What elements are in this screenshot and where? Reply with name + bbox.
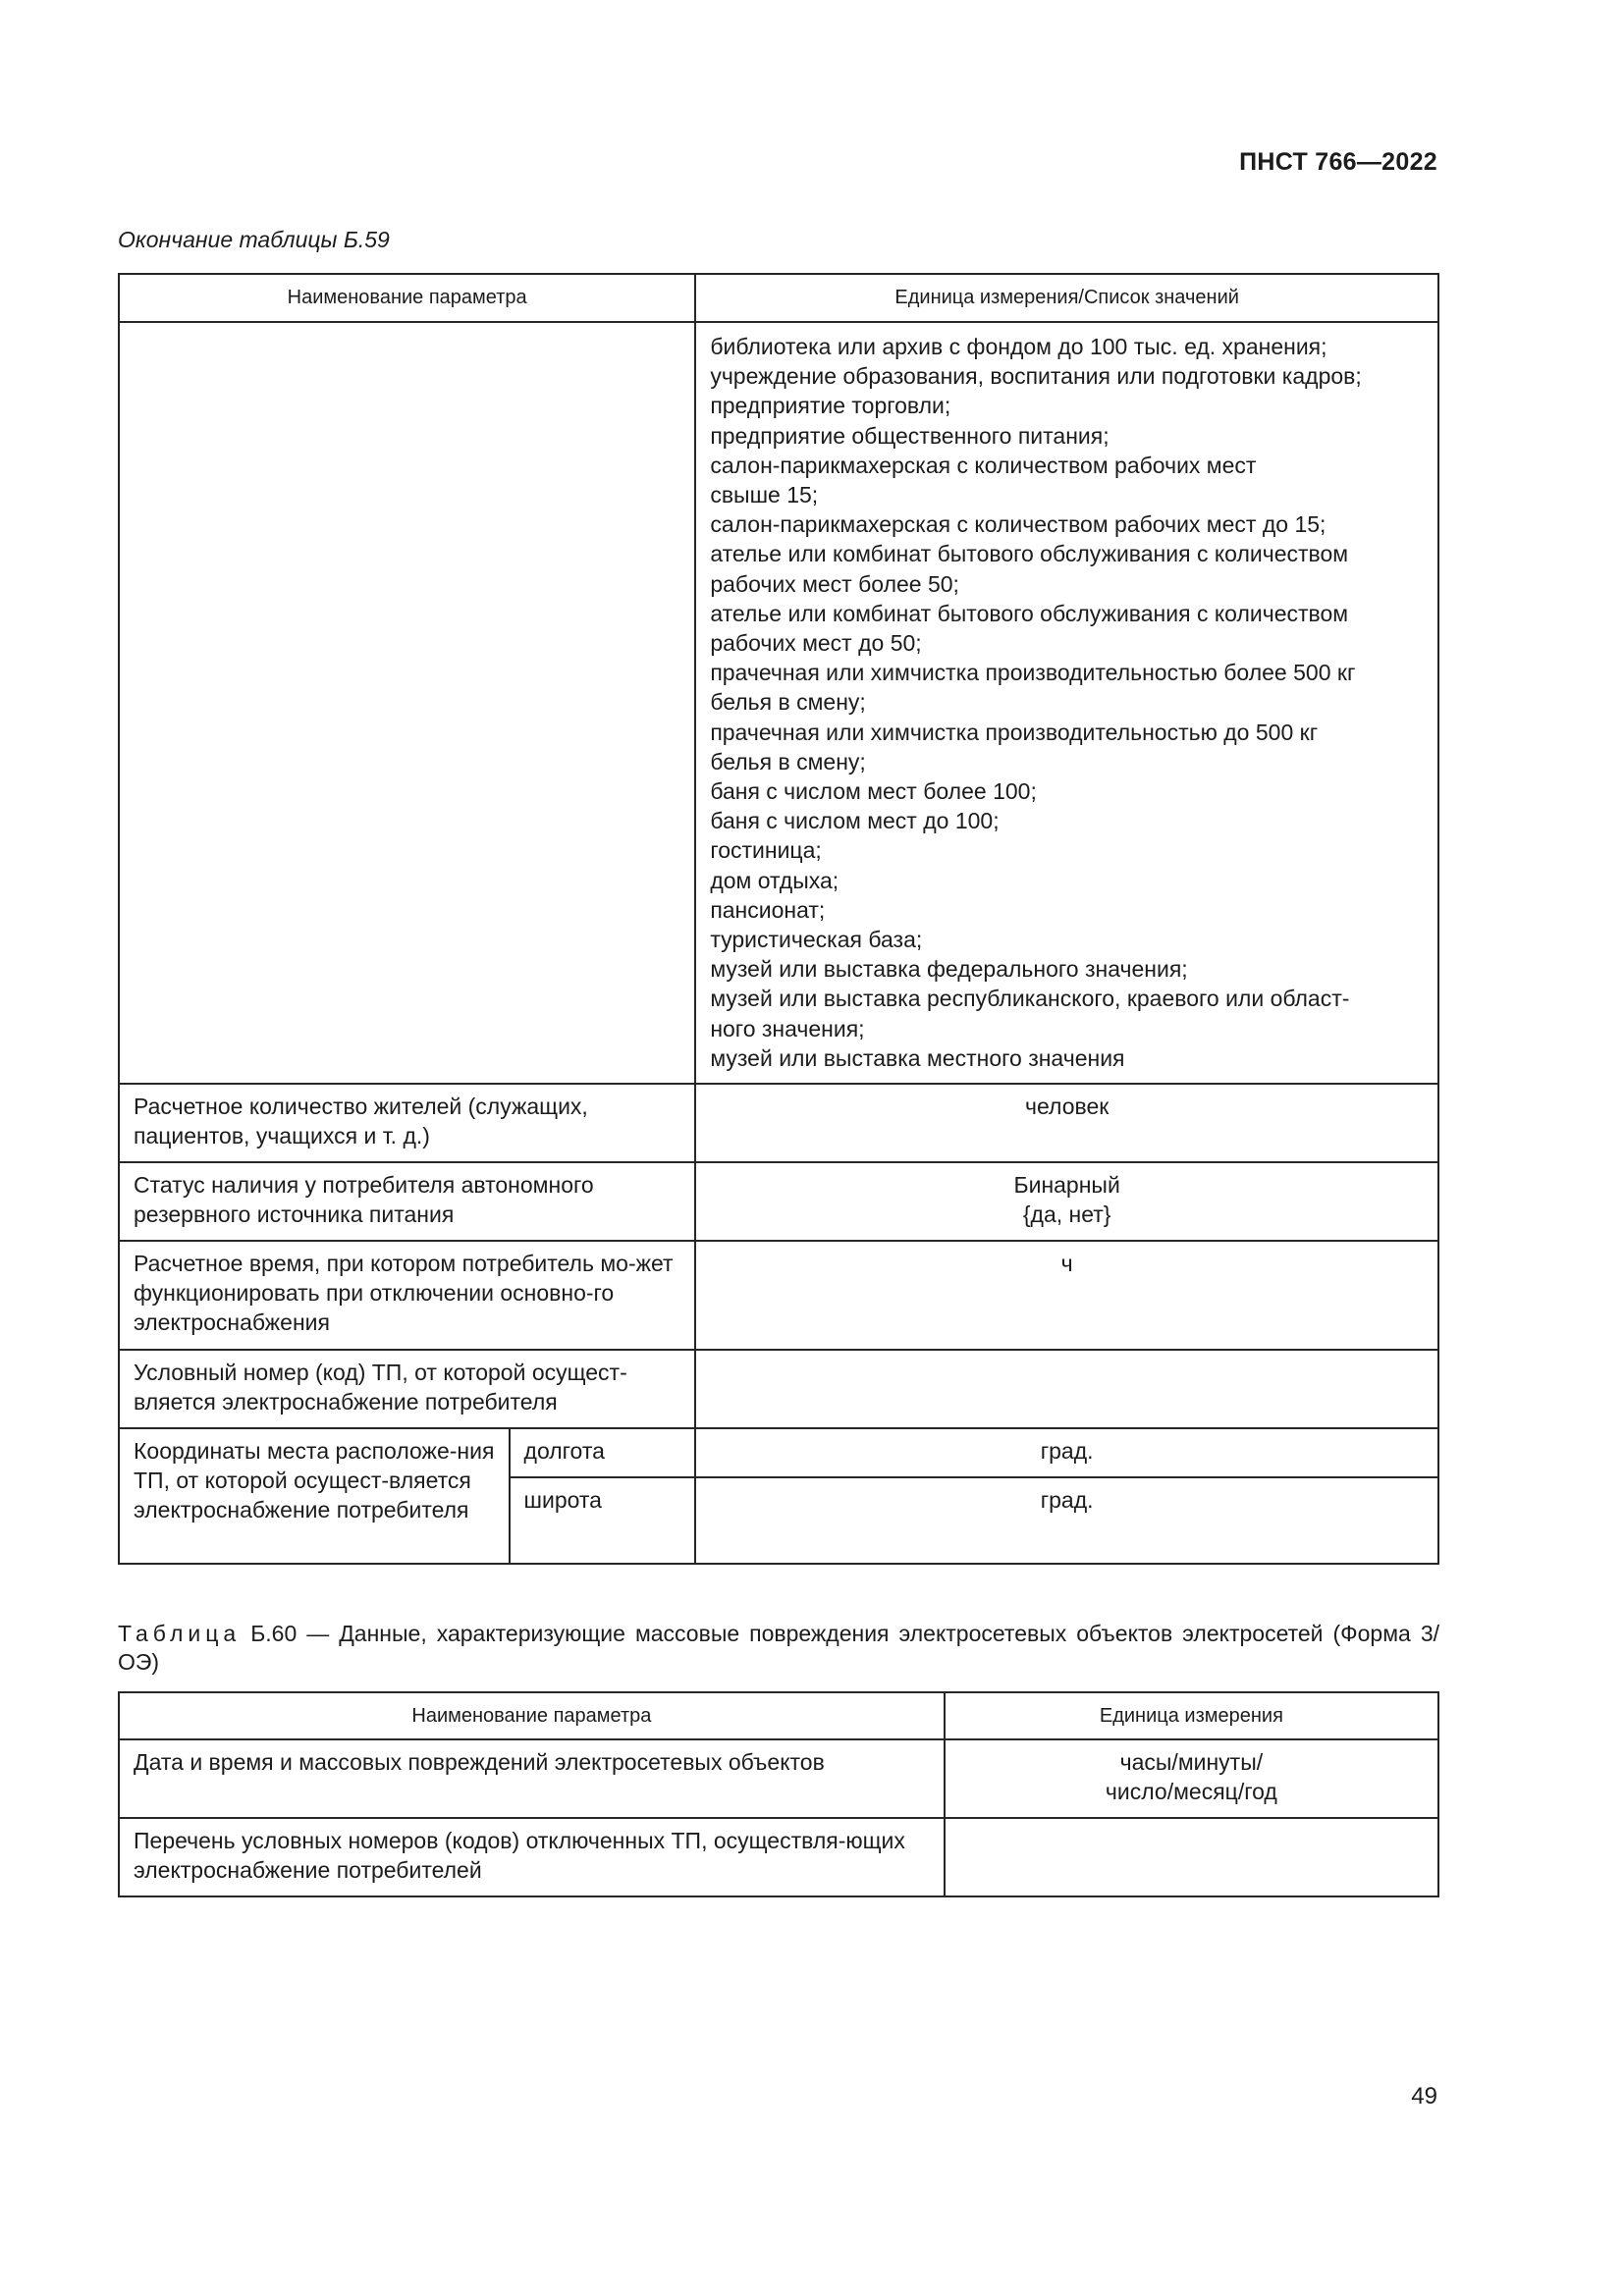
unit-cell bbox=[945, 1818, 1438, 1896]
list-item: баня с числом мест до 100; bbox=[710, 808, 1000, 834]
list-item: баня с числом мест более 100; bbox=[710, 778, 1037, 805]
sub-param-cell: долгота bbox=[510, 1428, 696, 1477]
table-row bbox=[119, 1162, 1438, 1241]
column-header-parameter: Наименование параметра bbox=[119, 274, 695, 322]
list-item: рабочих мест до 50; bbox=[710, 630, 922, 657]
unit-cell: град. bbox=[695, 1477, 1438, 1564]
param-cell: Условный номер (код) ТП, от которой осущест-вляется электроснабжение потребителя bbox=[119, 1350, 695, 1428]
unit-line: Бинарный bbox=[1013, 1172, 1120, 1198]
table-row bbox=[119, 1350, 1438, 1428]
unit-cell: град. bbox=[695, 1428, 1438, 1477]
list-item: библиотека или архив с фондом до 100 тыс. ед. хранения; bbox=[710, 334, 1327, 359]
list-item: музей или выставка федерального значения; bbox=[710, 956, 1188, 983]
table-b59 bbox=[118, 273, 1439, 1565]
list-item: салон-парикмахерская с количеством рабочих мест bbox=[710, 452, 1257, 478]
table-continuation-caption: Окончание таблицы Б.59 bbox=[118, 227, 390, 252]
column-header-unit: Единица измерения bbox=[945, 1692, 1438, 1739]
table-row bbox=[119, 1818, 1438, 1896]
unit-cell: человек bbox=[695, 1084, 1438, 1162]
table-b60-title bbox=[118, 1620, 1439, 1677]
list-item: пансионат; bbox=[710, 896, 826, 923]
unit-cell bbox=[695, 1162, 1438, 1241]
unit-cell: ч bbox=[695, 1241, 1438, 1350]
unit-line: число/месяц/год bbox=[1105, 1779, 1277, 1805]
param-cell: Расчетное время, при котором потребитель мо-жет функционировать при отключении основно-го электроснабжения bbox=[119, 1241, 695, 1350]
table-row bbox=[119, 322, 1438, 1084]
empty-param-cell bbox=[119, 322, 695, 1084]
list-item: ателье или комбинат бытового обслуживания с количеством bbox=[710, 600, 1349, 626]
list-item: ателье или комбинат бытового обслуживания с количеством bbox=[710, 541, 1349, 567]
param-cell: Дата и время и массовых повреждений электросетевых объектов bbox=[119, 1739, 945, 1818]
list-item: рабочих мест более 50; bbox=[710, 570, 959, 597]
list-item: туристическая база; bbox=[710, 927, 923, 953]
unit-cell bbox=[695, 1350, 1438, 1428]
sub-param-cell: широта bbox=[510, 1477, 696, 1564]
list-item: прачечная или химчистка производительностью до 500 кг bbox=[710, 719, 1319, 745]
list-item: белья в смену; bbox=[710, 748, 866, 774]
list-item: прачечная или химчистка производительностью более 500 кг bbox=[710, 660, 1356, 686]
column-header-parameter: Наименование параметра bbox=[119, 1692, 945, 1739]
unit-cell bbox=[945, 1739, 1438, 1818]
list-item: салон-парикмахерская с количеством рабочих мест до 15; bbox=[710, 511, 1326, 538]
unit-line: часы/минуты/ bbox=[1119, 1749, 1264, 1775]
table-b60 bbox=[118, 1691, 1439, 1897]
unit-line: {да, нет} bbox=[1022, 1201, 1111, 1228]
table-row bbox=[119, 1241, 1438, 1350]
list-item: музей или выставка местного значения bbox=[710, 1044, 1125, 1071]
list-item: предприятие торговли; bbox=[710, 393, 951, 419]
param-cell: Расчетное количество жителей (служащих, пациентов, учащихся и т. д.) bbox=[119, 1084, 695, 1162]
list-item: ного значения; bbox=[710, 1015, 865, 1041]
list-item: свыше 15; bbox=[710, 482, 819, 508]
table-row bbox=[119, 1428, 1438, 1477]
table-row bbox=[119, 1739, 1438, 1818]
list-item: дом отдыха; bbox=[710, 867, 839, 893]
column-header-unit: Единица измерения/Список значений bbox=[695, 274, 1438, 322]
coords-param-cell: Координаты места расположе-ния ТП, от которой осущест-вляется электроснабжение потребителя bbox=[119, 1428, 510, 1564]
table-word: Таблица bbox=[118, 1621, 242, 1646]
table-header-row bbox=[119, 1692, 1438, 1739]
list-item: учреждение образования, воспитания или подготовки кадров; bbox=[710, 363, 1362, 390]
table-title-text: Б.60 — Данные, характеризующие массовые повреждения электросетевых объектов электросетей (Форма 3/ОЭ) bbox=[118, 1621, 1440, 1675]
table-row bbox=[119, 1084, 1438, 1162]
param-cell: Статус наличия у потребителя автономного резервного источника питания bbox=[119, 1162, 695, 1241]
list-item: гостиница; bbox=[710, 837, 822, 864]
value-list-cell bbox=[695, 322, 1438, 1084]
list-item: предприятие общественного питания; bbox=[710, 422, 1110, 449]
table-header-row bbox=[119, 274, 1438, 322]
page-number: 49 bbox=[1411, 2083, 1437, 2109]
param-cell: Перечень условных номеров (кодов) отключенных ТП, осуществля-ющих электроснабжение потребителей bbox=[119, 1818, 945, 1896]
list-item: музей или выставка республиканского, краевого или област- bbox=[710, 986, 1350, 1012]
document-code: ПНСТ 766—2022 bbox=[1239, 148, 1437, 176]
list-item: белья в смену; bbox=[710, 689, 866, 716]
